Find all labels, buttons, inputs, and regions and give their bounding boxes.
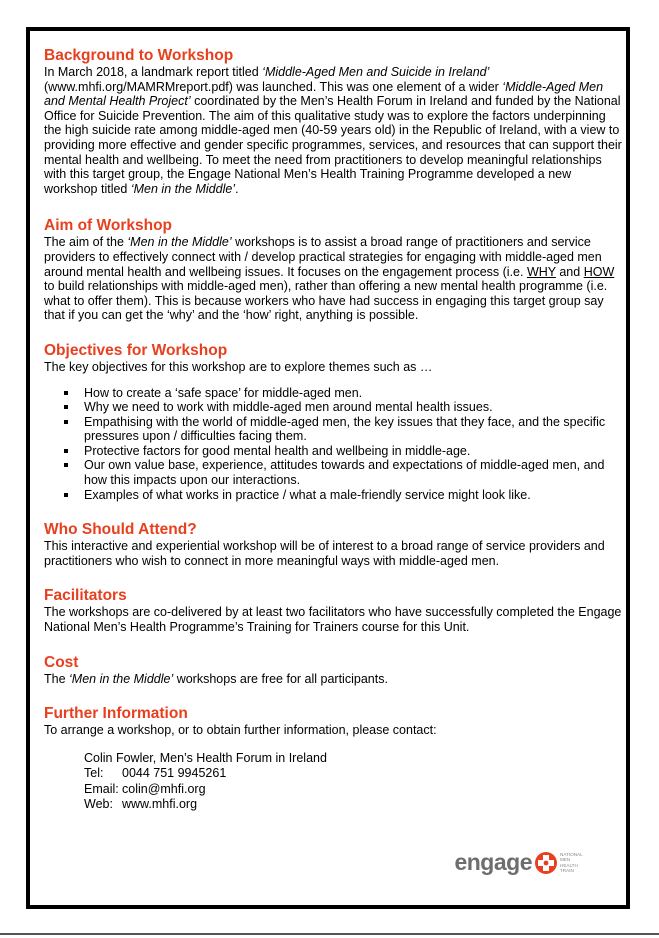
contact-tel <box>84 766 624 781</box>
heading-background: Background to Workshop <box>44 47 234 64</box>
text-run: workshops is to assist a broad range of practitioners and service providers to effectively connect with / develop practical strategies for engaging with middle-aged men around mental health and wellbeing issues. It focuses on the engagement process (i.e. <box>44 235 602 279</box>
report-title: ‘Middle-Aged Men and Suicide in Ireland’ <box>262 65 490 79</box>
text-run: and <box>555 264 584 279</box>
list-item: Our own value base, experience, attitudes towards and expectations of middle-aged men, and how this impacts upon our interactions. <box>84 458 624 487</box>
heading-attend: Who Should Attend? <box>44 521 197 539</box>
contact-name: Colin Fowler, Men’s Health Forum in Ireland <box>84 750 327 765</box>
web-value[interactable]: www.mhfi.org <box>122 797 198 812</box>
background-paragraph <box>44 65 624 196</box>
email-label: Email: <box>84 781 119 796</box>
list-item: Empathising with the world of middle-aged men, the key issues that they face, and the specific pressures upon / difficulties facing them. <box>84 415 624 444</box>
aim-paragraph <box>44 235 624 323</box>
document-frame <box>26 27 630 909</box>
text-run: The aim of the <box>44 235 128 250</box>
logo-cross-icon <box>534 851 558 875</box>
page-bottom-rule <box>0 933 659 935</box>
cost-paragraph <box>44 672 624 687</box>
section-background <box>44 47 624 196</box>
logo-wordmark: engage <box>454 849 532 875</box>
text-run: In March 2018, a landmark report titled <box>44 65 263 79</box>
heading-objectives: Objectives for Workshop <box>44 341 228 359</box>
text-run: . <box>235 181 239 196</box>
logo-tagline: NATIONAL MEN HEALTH TRAIN <box>560 852 583 873</box>
attend-paragraph: This interactive and experiential workshop will be of interest to a broad range of service providers and practitioners who wish to connect in more meaningful ways with middle-aged men. <box>44 539 605 568</box>
email-value[interactable]: colin@mhfi.org <box>122 781 206 796</box>
objectives-list <box>44 386 624 503</box>
section-attend <box>44 521 624 568</box>
heading-aim: Aim of Workshop <box>44 217 173 235</box>
list-item: Examples of what works in practice / what a male-friendly service might look like. <box>84 488 624 503</box>
text-run: coordinated by the Men’s Health Forum in Ireland and funded by the National Office for Suicide Prevention. The aim of this qualitative study was to explore the factors underpinning the high suicide rate among middle-aged men (40-59 years old) in the Republic of Ireland, with a view to providing more effective and gender specific programmes, services, and resources that can support their mental health and wellbeing. To meet the need from practitioners to develop meaningful relationships with this target group, the Engage National Men’s Health Training Programme developed a new workshop titled <box>44 94 622 196</box>
section-aim <box>44 217 624 323</box>
engage-logo <box>454 849 588 876</box>
how-underlined: HOW <box>583 264 615 279</box>
heading-cost: Cost <box>44 653 79 671</box>
text-run: The <box>44 671 70 686</box>
heading-facilitators: Facilitators <box>44 587 127 605</box>
section-cost <box>44 654 624 687</box>
info-intro: To arrange a workshop, or to obtain further information, please contact: <box>44 723 437 738</box>
workshop-title: ‘Men in the Middle’ <box>130 181 236 196</box>
list-item: Protective factors for good mental health and wellbeing in middle-age. <box>84 444 624 459</box>
section-objectives <box>44 342 624 502</box>
list-item: How to create a ‘safe space’ for middle-aged men. <box>84 386 624 401</box>
tel-value: 0044 751 9945261 <box>122 766 227 781</box>
tel-label: Tel: <box>84 766 104 781</box>
contact-block <box>44 751 624 813</box>
objectives-intro: The key objectives for this workshop are to explore themes such as … <box>44 359 433 374</box>
list-item: Why we need to work with middle-aged men around mental health issues. <box>84 400 624 415</box>
web-label: Web: <box>84 797 113 812</box>
document-content <box>44 47 624 812</box>
project-title: ‘Middle-Aged Men and Mental Health Project’ <box>44 79 604 109</box>
why-underlined: WHY <box>526 264 556 279</box>
text-run: workshops are free for all participants. <box>173 671 388 686</box>
heading-further-information: Further Information <box>44 705 188 723</box>
contact-email <box>84 782 624 797</box>
section-facilitators <box>44 587 624 634</box>
contact-web <box>84 797 624 812</box>
text-run: to build relationships with middle-aged men), rather than offering a new mental health programme (i.e. what to offer them). This is because workers who have had success in engaging this target group say that if you can get the ‘why’ and the ‘how’ right, anything is possible. <box>44 279 608 323</box>
workshop-title: ‘Men in the Middle’ <box>127 235 232 250</box>
facilitators-paragraph: The workshops are co-delivered by at least two facilitators who have successfully completed the Engage National Men’s Health Programme’s Training for Trainers course for this Unit. <box>44 605 622 635</box>
workshop-title: ‘Men in the Middle’ <box>69 671 174 686</box>
section-further-information <box>44 705 624 812</box>
text-run: (www.mhfi.org/MAMRMreport.pdf) was launched. This was one element of a wider <box>44 79 503 94</box>
